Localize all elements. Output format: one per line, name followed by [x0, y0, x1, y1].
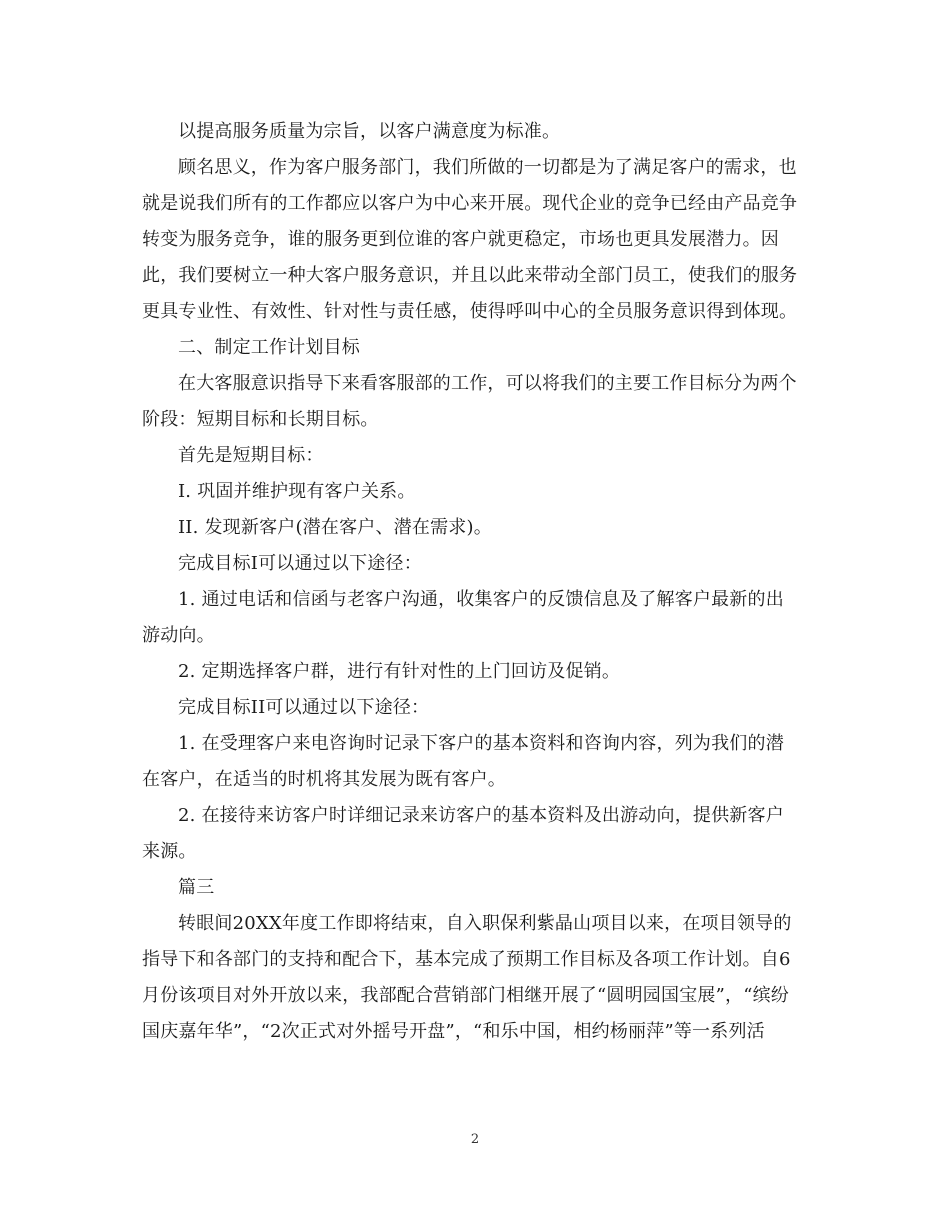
paragraph-goal-stages: 在大客服意识指导下来看客服部的工作，可以将我们的主要工作目标分为两个阶段：短期目标和长期目标。 — [142, 373, 797, 430]
section-heading-part-three: 篇三 — [178, 877, 215, 898]
document-body — [142, 114, 802, 1050]
heading-plan-goals: 二、制定工作计划目标 — [178, 337, 360, 358]
list-item-goal-1: I. 巩固并维护现有客户关系。 — [178, 481, 416, 502]
list-item-goal-2-way-1: 1. 在受理客户来电咨询时记录下客户的基本资料和咨询内容，列为我们的潜在客户，在适当的时机将其发展为既有客户。 — [142, 733, 784, 790]
list-item-goal-2-way-2: 2. 在接待来访客户时详细记录来访客户的基本资料及出游动向，提供新客户来源。 — [142, 805, 784, 862]
page-number: 2 — [470, 1132, 480, 1147]
list-item-goal-2: II. 发现新客户(潜在客户、潜在需求)。 — [178, 517, 492, 538]
paragraph-purpose: 以提高服务质量为宗旨，以客户满意度为标准。 — [178, 121, 561, 142]
list-item-goal-1-way-1: 1. 通过电话和信函与老客户沟通，收集客户的反馈信息及了解客户最新的出游动向。 — [142, 589, 784, 646]
paragraph-customer-service: 顾名思义，作为客户服务部门，我们所做的一切都是为了满足客户的需求，也就是说我们所有的工作都应以客户为中心来开展。现代企业的竞争已经由产品竞争转变为服务竞争，谁的服务更到位谁的客户就更稳定，市场也更具发展潜力。因此，我们要树立一种大客户服务意识，并且以此来带动全部门员工，使我们的服务更具专业性、有效性、针对性与责任感，使得呼叫中心的全员服务意识得到体现。 — [142, 157, 798, 322]
paragraph-goal-2-ways: 完成目标II可以通过以下途径： — [178, 697, 430, 718]
paragraph-goal-1-ways: 完成目标I可以通过以下途径： — [178, 553, 422, 574]
list-item-goal-1-way-2: 2. 定期选择客户群，进行有针对性的上门回访及促销。 — [178, 661, 621, 682]
paragraph-short-term: 首先是短期目标： — [178, 445, 324, 466]
paragraph-year-summary: 转眼间20XX年度工作即将结束，自入职保利紫晶山项目以来，在项目领导的指导下和各部门的支持和配合下，基本完成了预期工作目标及各项工作计划。自6月份该项目对外开放以来，我部配合营销部门相继开展了“圆明园国宝展”，“缤纷国庆嘉年华”，“2次正式对外摇号开盘”，“和乐中国，相约杨丽萍”等一系列活 — [142, 913, 792, 1042]
